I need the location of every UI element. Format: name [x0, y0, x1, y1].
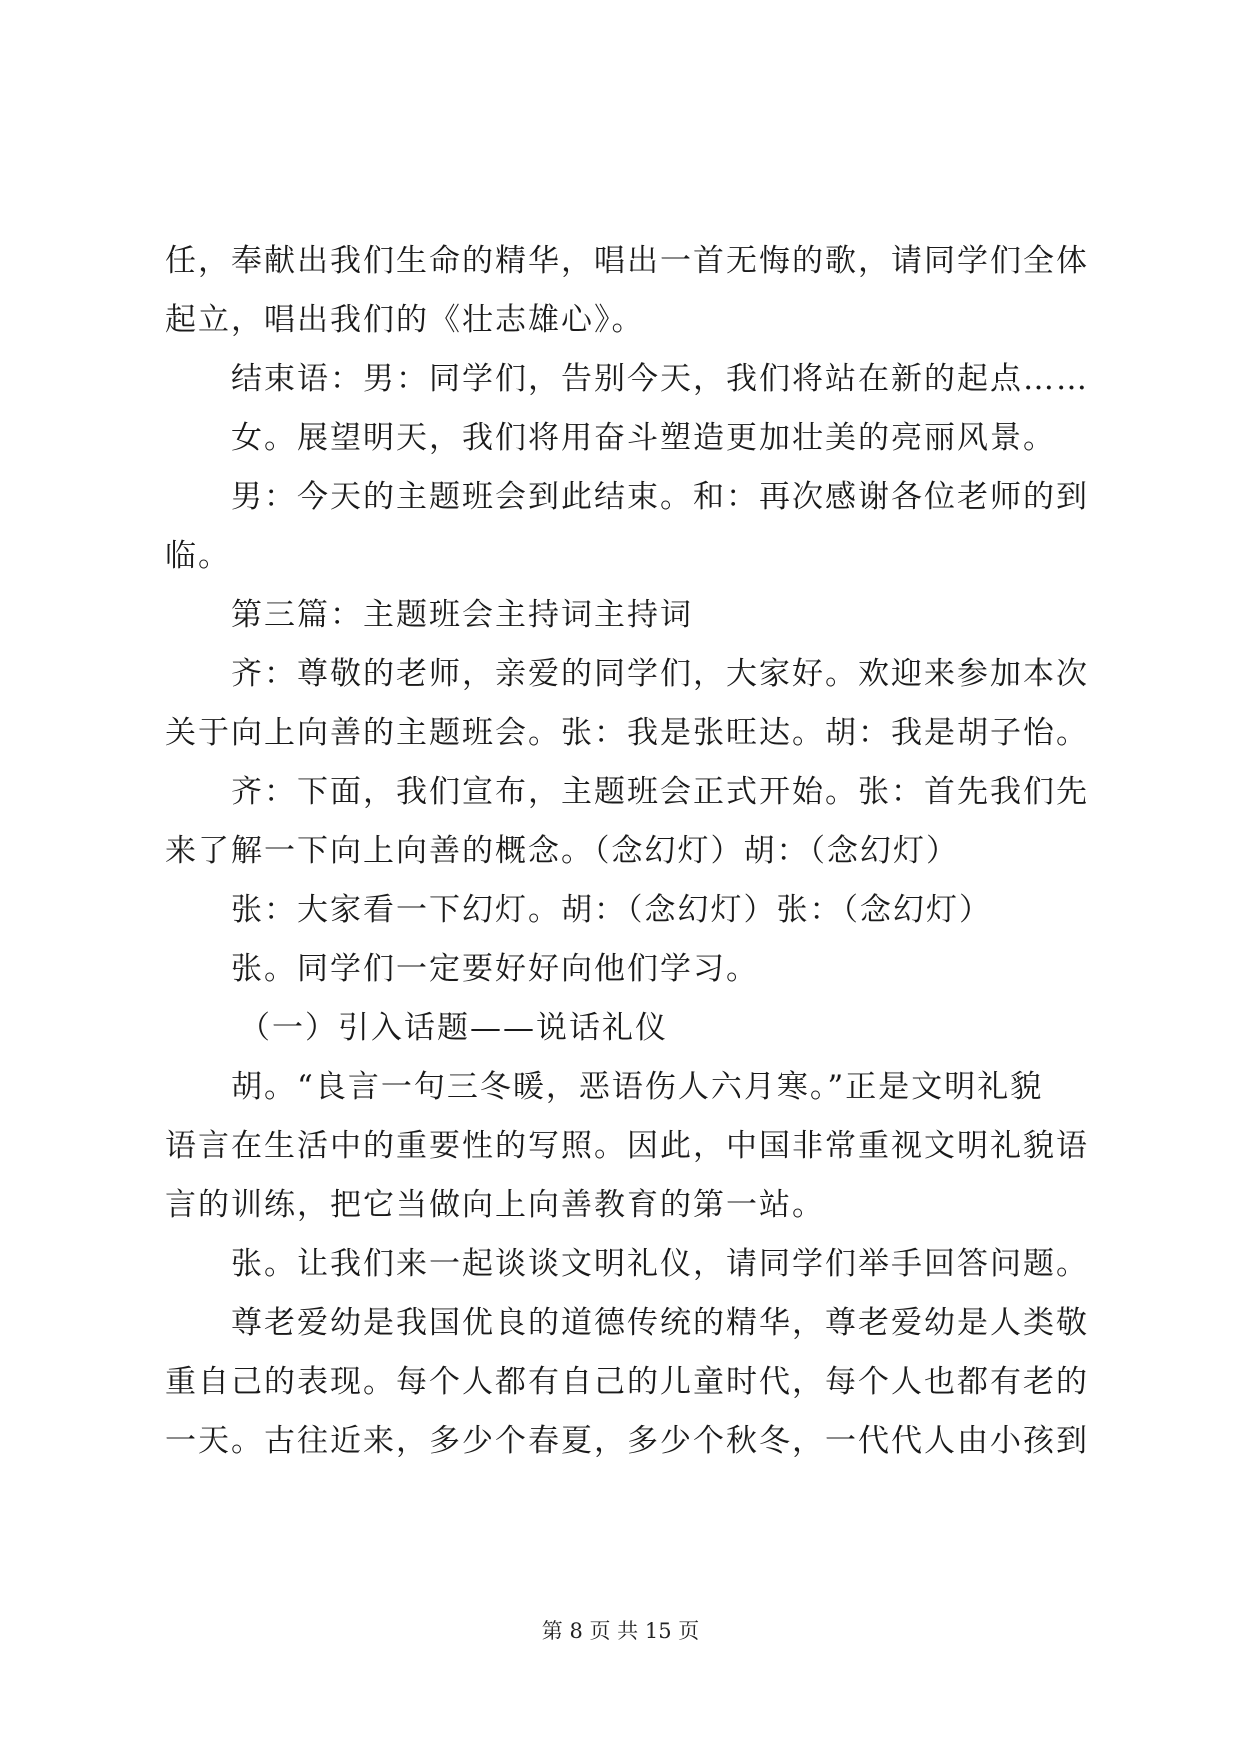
text-line: 结束语：男：同学们，告别今天，我们将站在新的起点…… [231, 361, 1089, 397]
text-line: 一天。古往近来，多少个春夏，多少个秋冬，一代代人由小孩到 [165, 1423, 1089, 1459]
text-line: 张。让我们来一起谈谈文明礼仪，请同学们举手回答问题。 [231, 1246, 1089, 1282]
text-line: 张。同学们一定要好好向他们学习。 [231, 951, 759, 987]
text-line: 齐：下面，我们宣布，主题班会正式开始。张：首先我们先 [231, 774, 1089, 810]
text-line: 来了解一下向上向善的概念。（念幻灯）胡：（念幻灯） [165, 833, 959, 869]
text-line: 齐：尊敬的老师，亲爱的同学们，大家好。欢迎来参加本次 [231, 656, 1089, 692]
text-line: 关于向上向善的主题班会。张：我是张旺达。胡：我是胡子怡。 [165, 715, 1089, 751]
text-line: 男：今天的主题班会到此结束。和：再次感谢各位老师的到 [231, 479, 1089, 515]
text-line: 重自己的表现。每个人都有自己的儿童时代，每个人也都有老的 [165, 1364, 1089, 1400]
text-line: 女。展望明天，我们将用奋斗塑造更加壮美的亮丽风景。 [231, 420, 1056, 456]
page-number-footer: 第 8 页 共 15 页 [541, 1619, 700, 1643]
text-line: 任，奉献出我们生命的精华，唱出一首无悔的歌，请同学们全体 [165, 243, 1089, 279]
text-line: 胡。“良言一句三冬暖，恶语伤人六月寒。”正是文明礼貌 [231, 1069, 1044, 1105]
text-line: 起立，唱出我们的《壮志雄心》。 [165, 302, 645, 338]
text-line: 尊老爱幼是我国优良的道德传统的精华，尊老爱幼是人类敬 [231, 1305, 1089, 1341]
text-line: 言的训练，把它当做向上向善教育的第一站。 [165, 1187, 825, 1223]
text-line: 张：大家看一下幻灯。胡：（念幻灯）张：（念幻灯） [231, 892, 992, 928]
text-line: 语言在生活中的重要性的写照。因此，中国非常重视文明礼貌语 [165, 1128, 1089, 1164]
text-line: 临。 [165, 538, 231, 574]
subsection-heading: （一）引入话题——说话礼仪 [239, 1010, 668, 1046]
document-body [165, 232, 1095, 1471]
section-heading: 第三篇：主题班会主持词主持词 [231, 597, 693, 633]
